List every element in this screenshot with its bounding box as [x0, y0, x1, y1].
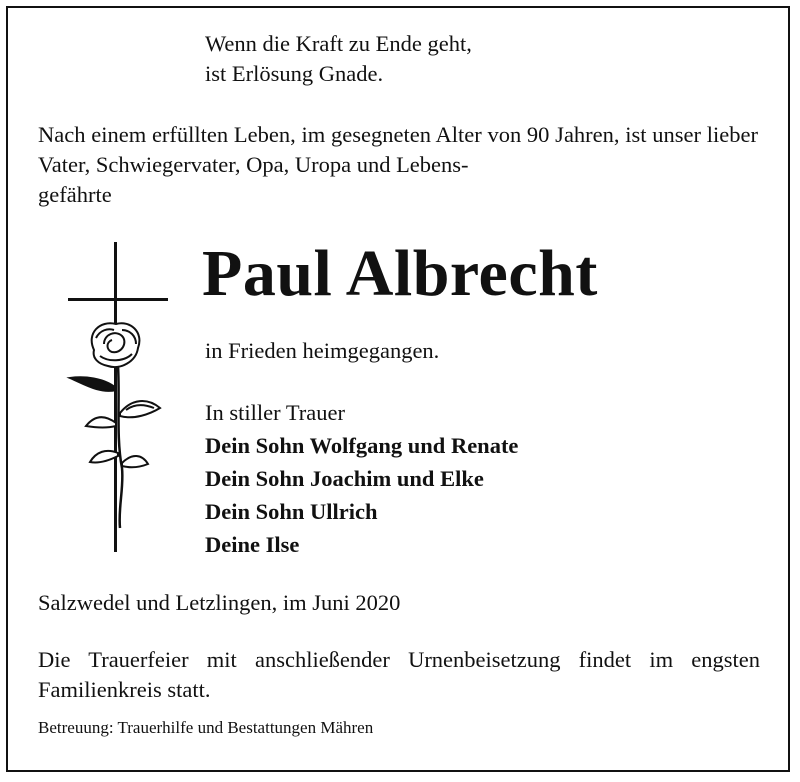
- motto-line-1: Wenn die Kraft zu Ende geht,: [205, 31, 472, 56]
- mourning-heading: In stiller Trauer: [205, 400, 345, 425]
- family-member-4: Deine Ilse: [205, 532, 300, 557]
- cross-with-rose-icon: [60, 238, 180, 558]
- funeral-note: Die Trauerfeier mit anschließender Urnenbeisetzung findet im engsten Familienkreis statt.: [38, 647, 760, 702]
- mourning-block: [205, 396, 518, 561]
- family-member-1: Dein Sohn Wolfgang und Renate: [205, 433, 519, 458]
- family-member-2: Dein Sohn Joachim und Elke: [205, 466, 484, 491]
- passed-text: in Frieden heimgegangen.: [205, 338, 440, 363]
- place-date: Salzwedel und Letzlingen, im Juni 2020: [38, 590, 401, 615]
- care-note: Betreuung: Trauerhilfe und Bestattungen Mähren: [38, 718, 374, 737]
- motto-line-2: ist Erlösung Gnade.: [205, 61, 384, 86]
- intro-text: Nach einem erfüllten Leben, im gesegneten Alter von 90 Jahren, ist unser lieber Vater, Schwiegervater, Opa, Uropa und Lebens- gefährte: [38, 122, 758, 207]
- deceased-name: Paul Albrecht: [202, 237, 598, 310]
- family-member-3: Dein Sohn Ullrich: [205, 499, 378, 524]
- motto: [205, 29, 472, 89]
